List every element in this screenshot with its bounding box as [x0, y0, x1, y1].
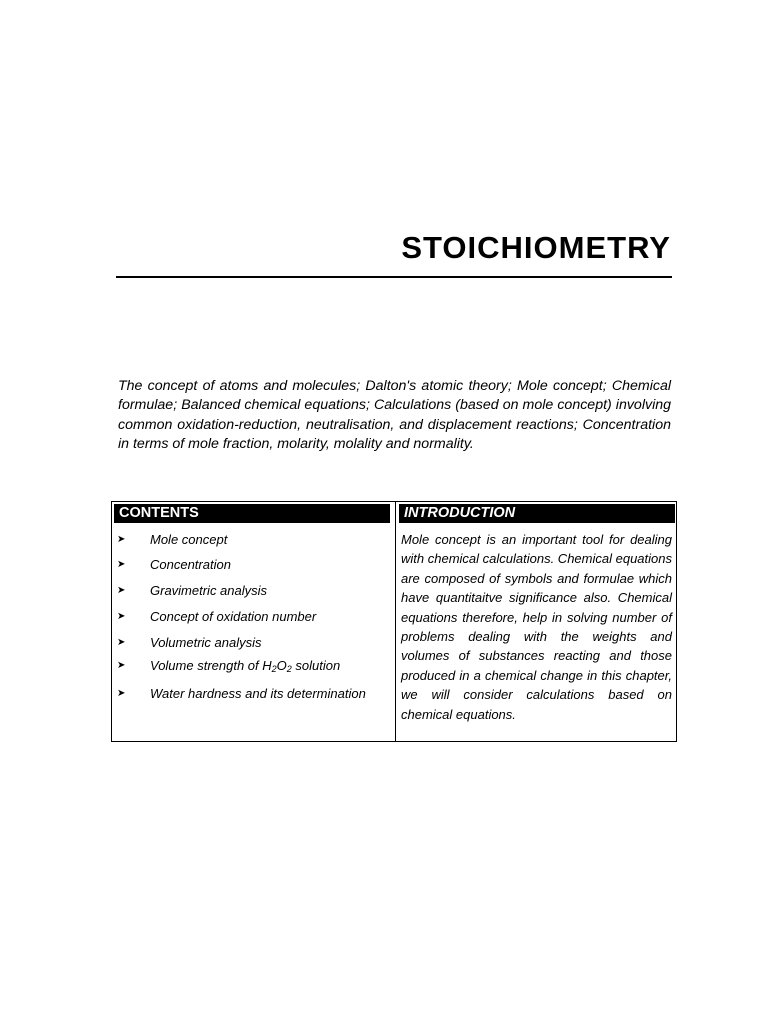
list-item [112, 581, 395, 601]
arrowhead-bullet-icon: ➤ [117, 637, 126, 648]
list-item [112, 656, 395, 676]
arrowhead-bullet-icon: ➤ [117, 585, 126, 596]
contents-item-water-hardness: Water hardness and its determination [150, 686, 366, 701]
list-item [112, 684, 395, 704]
column-divider [395, 502, 396, 741]
contents-item-gravimetric-analysis: Gravimetric analysis [150, 583, 268, 598]
contents-item-concentration: Concentration [150, 557, 231, 572]
list-item [112, 555, 395, 575]
arrowhead-bullet-icon: ➤ [117, 611, 126, 622]
list-item [112, 530, 395, 550]
title-underline [116, 276, 672, 278]
contents-introduction-box [111, 501, 677, 742]
contents-item-volume-strength: Volume strength of $H_2O_2$ solution [150, 658, 341, 674]
introduction-header: INTRODUCTION [399, 504, 675, 523]
contents-item-volumetric-analysis: Volumetric analysis [150, 635, 262, 650]
contents-item-mole-concept: Mole concept [150, 532, 228, 547]
arrowhead-bullet-icon: ➤ [117, 534, 126, 545]
arrowhead-bullet-icon: ➤ [117, 688, 126, 699]
contents-header: CONTENTS [114, 504, 390, 523]
list-item [112, 633, 395, 653]
page-title: STOICHIOMETRY [401, 230, 671, 265]
arrowhead-bullet-icon: ➤ [117, 559, 126, 570]
contents-item-oxidation-number: Concept of oxidation number [150, 609, 317, 624]
introduction-text: Mole concept is an important tool for dealing with chemical calculations. Chemical equations are composed of symbols and formulae which have quantitaitve significance also. Chemical equations therefore, help in solving number of problems dealing with the weights and volumes of substances reacting and those produced in a chemical change in this chapter, we will consider calculations based on chemical equations. [401, 532, 672, 722]
list-item [112, 607, 395, 627]
arrowhead-bullet-icon: ➤ [117, 660, 126, 671]
syllabus-paragraph: The concept of atoms and molecules; Dalton's atomic theory; Mole concept; Chemical formulae; Balanced chemical equations; Calculations (based on mole concept) involving common oxidation-reduction, neutralisation, and displacement reactions; Concentration in terms of mole fraction, molarity, molality and normality. [118, 378, 671, 453]
